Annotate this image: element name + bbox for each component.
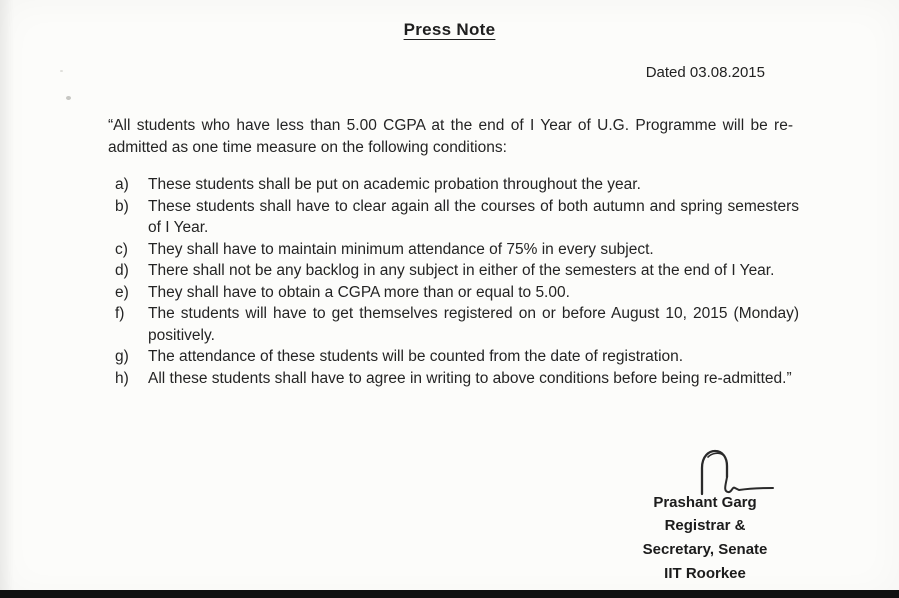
signature-handwriting-icon xyxy=(696,448,778,498)
condition-item xyxy=(115,239,799,261)
page-title: Press Note xyxy=(403,20,496,39)
condition-label: e) xyxy=(115,283,129,301)
scan-bottom-bar xyxy=(0,590,899,598)
condition-item xyxy=(115,346,799,368)
condition-item xyxy=(115,174,799,196)
conditions-list xyxy=(115,174,799,389)
condition-label: d) xyxy=(115,262,129,279)
condition-item xyxy=(115,196,799,239)
intro-paragraph: “All students who have less than 5.00 CGPA at the end of I Year of U.G. Programme will be re-admitted as one time measure on the following conditions: xyxy=(108,117,793,156)
condition-text: These students shall have to clear again all the courses of both autumn and spring semesters of I Year. xyxy=(148,197,799,236)
date-line: Dated 03.08.2015 xyxy=(645,64,765,81)
condition-text: These students shall be put on academic probation throughout the year. xyxy=(148,176,641,193)
scan-artifact xyxy=(60,70,63,72)
condition-label: a) xyxy=(115,176,129,193)
condition-label: b) xyxy=(115,197,129,215)
condition-label: h) xyxy=(115,369,129,387)
condition-label: f) xyxy=(115,305,125,322)
signatory-name: Prashant Garg xyxy=(653,494,757,511)
condition-text: The students will have to get themselves registered on or before August 10, 2015 (Monday) positively. xyxy=(148,305,799,344)
condition-item xyxy=(115,282,799,304)
scan-edge-shadow xyxy=(0,0,14,598)
condition-text: The attendance of these students will be counted from the date of registration. xyxy=(148,348,684,365)
condition-label: c) xyxy=(115,240,128,258)
condition-text: All these students shall have to agree in writing to above conditions before being re-admitted.” xyxy=(148,369,792,387)
signatory-role-3: IIT Roorkee xyxy=(664,565,746,582)
condition-text: They shall have to maintain minimum attendance of 75% in every subject. xyxy=(148,240,654,258)
condition-label: g) xyxy=(115,348,129,365)
condition-item xyxy=(115,303,799,346)
signature-block xyxy=(622,494,788,586)
signatory-role-1: Registrar & xyxy=(664,517,746,534)
condition-text: There shall not be any backlog in any subject in either of the semesters at the end of I Year. xyxy=(148,262,775,279)
condition-text: They shall have to obtain a CGPA more than or equal to 5.00. xyxy=(148,283,570,301)
scan-artifact xyxy=(66,96,71,100)
condition-item xyxy=(115,260,799,282)
signatory-role-2: Secretary, Senate xyxy=(642,541,768,558)
condition-item xyxy=(115,368,799,390)
